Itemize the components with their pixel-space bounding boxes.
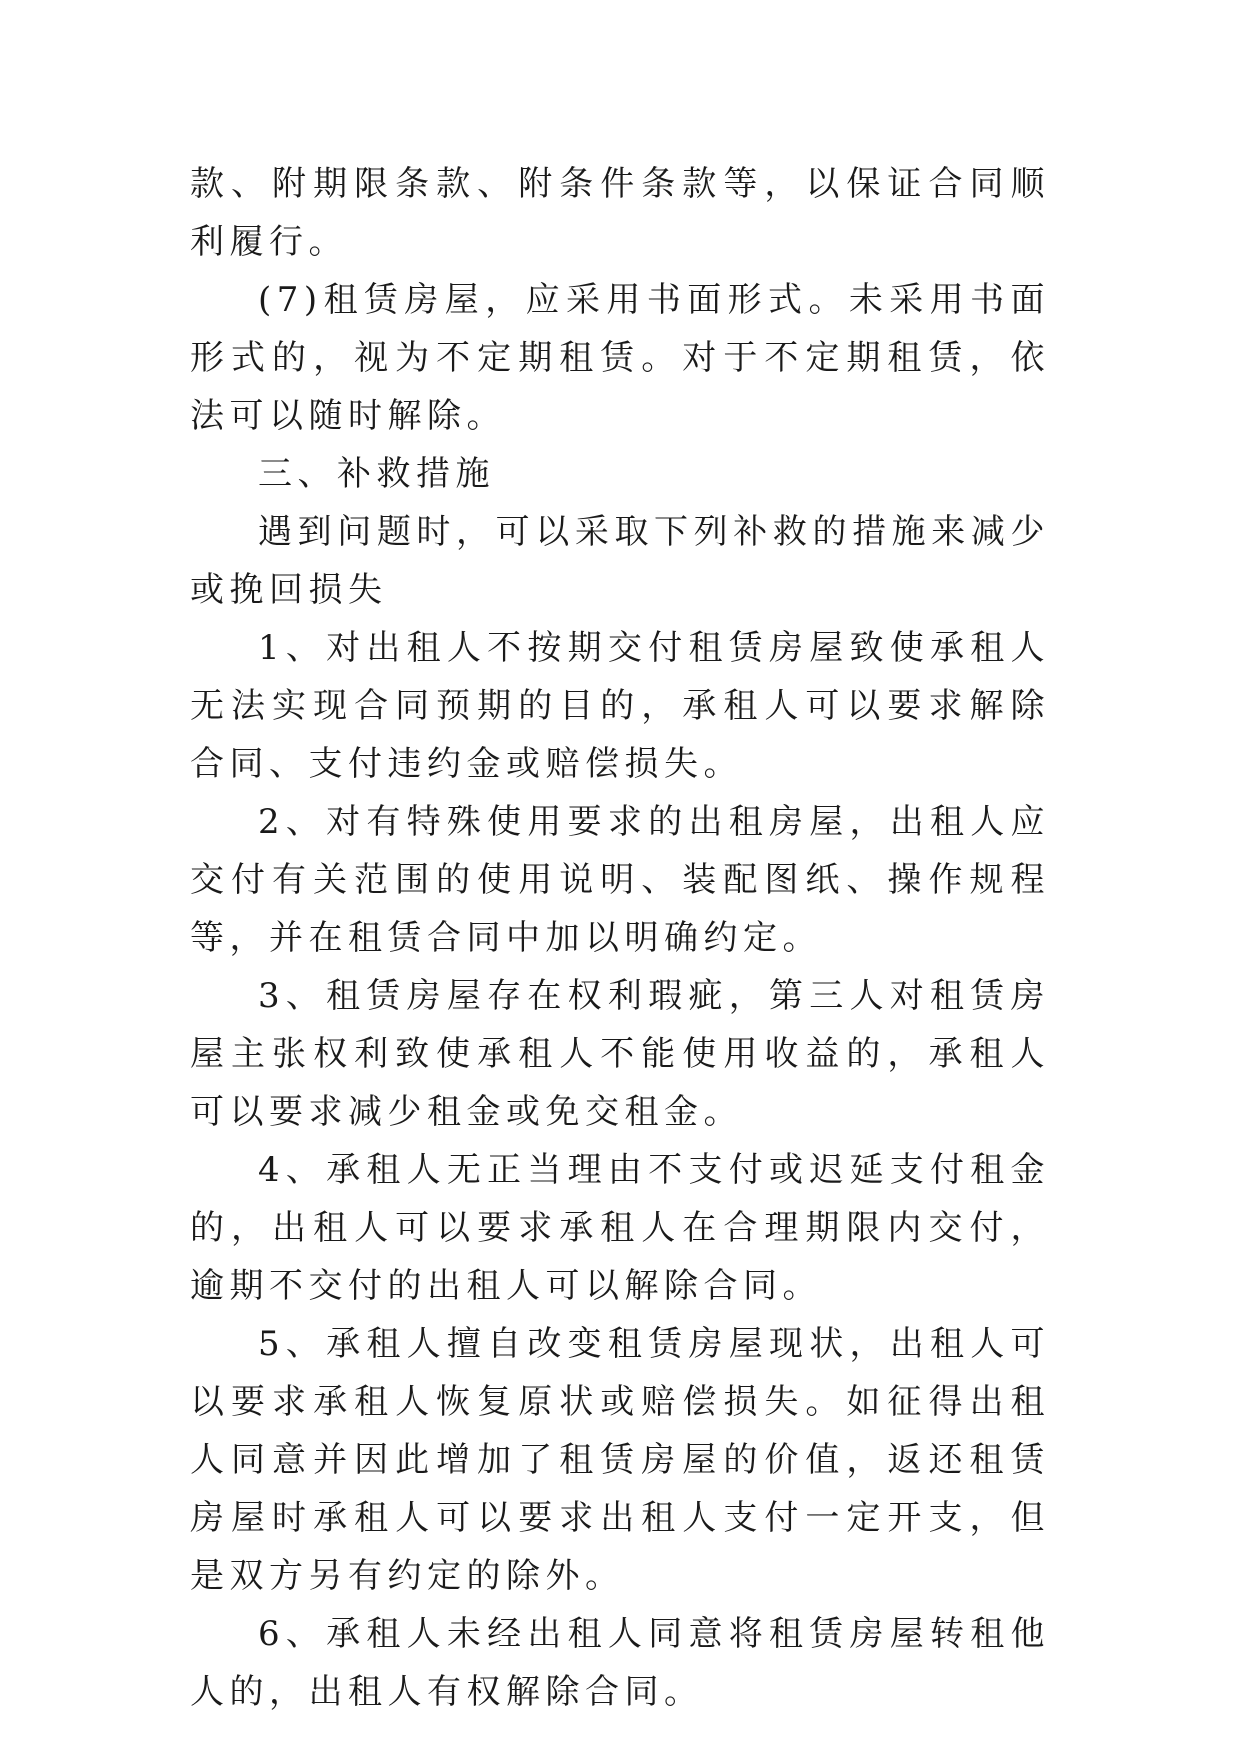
paragraph-intro: 遇到问题时，可以采取下列补救的措施来减少或挽回损失 [190,512,1050,610]
paragraph-remedy-2: 2、对有特殊使用要求的出租房屋，出租人应交付有关范围的使用说明、装配图纸、操作规程等，并在租赁合同中加以明确约定。 [190,802,1050,958]
paragraph-item-7: (7)租赁房屋，应采用书面形式。未采用书面形式的，视为不定期租赁。对于不定期租赁，依法可以随时解除。 [190,280,1050,436]
paragraph-remedy-3: 3、租赁房屋存在权利瑕疵，第三人对租赁房屋主张权利致使承租人不能使用收益的，承租人可以要求减少租金或免交租金。 [190,976,1050,1132]
section-heading-remedies: 三、补救措施 [258,454,495,494]
paragraph-continuation: 款、附期限条款、附条件条款等，以保证合同顺利履行。 [190,164,1050,262]
paragraph-remedy-4: 4、承租人无正当理由不支付或迟延支付租金的，出租人可以要求承租人在合理期限内交付，逾期不交付的出租人可以解除合同。 [190,1150,1050,1306]
document-body [190,155,1050,1721]
paragraph-remedy-5: 5、承租人擅自改变租赁房屋现状，出租人可以要求承租人恢复原状或赔偿损失。如征得出租人同意并因此增加了租赁房屋的价值，返还租赁房屋时承租人可以要求出租人支付一定开支，但是双方另有约定的除外。 [190,1324,1050,1596]
paragraph-remedy-6: 6、承租人未经出租人同意将租赁房屋转租他人的，出租人有权解除合同。 [190,1614,1050,1712]
paragraph-remedy-1: 1、对出租人不按期交付租赁房屋致使承租人无法实现合同预期的目的，承租人可以要求解除合同、支付违约金或赔偿损失。 [190,628,1050,784]
